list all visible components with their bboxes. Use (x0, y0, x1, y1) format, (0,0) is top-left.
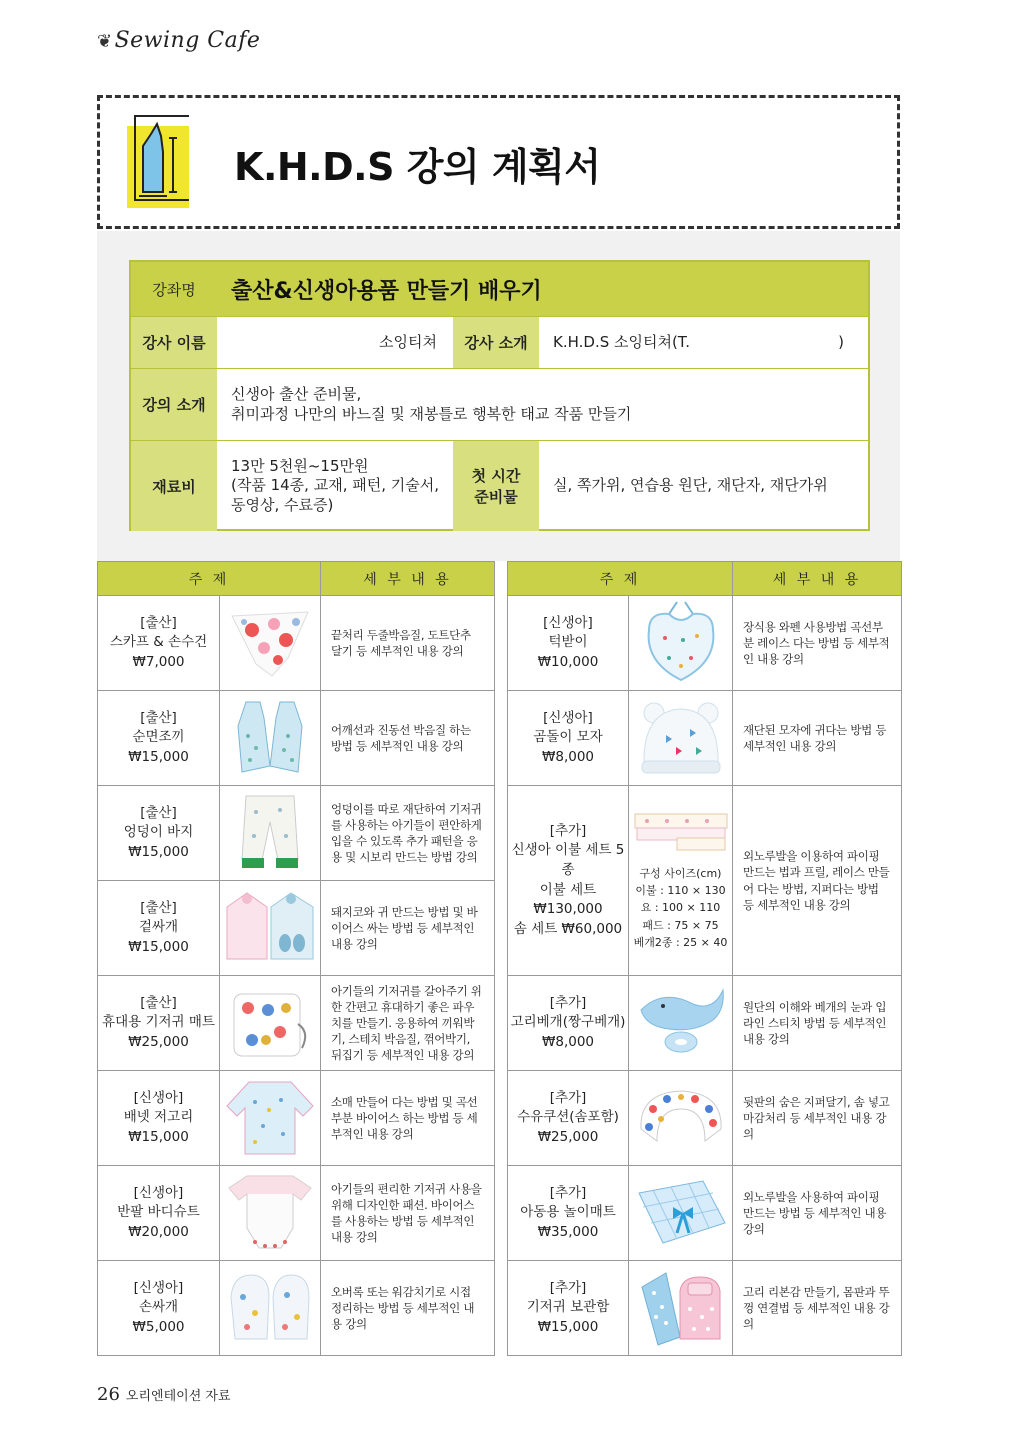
topic-cell (98, 1261, 220, 1356)
page-title: K.H.D.S 강의 계획서 (234, 145, 601, 189)
name: 수유쿠션(솜포함) (517, 1109, 619, 1126)
s1: 이불 : 110 × 130 (635, 884, 726, 898)
lecture-line1: 신생아 출산 준비물, (231, 385, 362, 403)
table-row (98, 1071, 495, 1166)
jacket-image (225, 1076, 315, 1158)
detail-cell: 고리 리본감 만들기, 몸판과 뚜껑 연결법 등 세부적인 내용 강의 (733, 1261, 902, 1356)
table-row (508, 596, 902, 691)
table-row (508, 1071, 902, 1166)
detail-cell: 아기들의 기저귀를 갈아주기 위한 간편고 휴대하기 좋은 파우치를 만들기. 응용하여 끼워박기, 스테치 박음질, 꺾어박기, 뒤집기 등 세부적인 내용 강의 (321, 976, 495, 1071)
topic-cell (98, 596, 220, 691)
topic-cell (98, 881, 220, 976)
cat: [출산] (140, 614, 177, 631)
table-row (98, 691, 495, 786)
instructor-intro-label: 강사 소개 (453, 317, 539, 368)
price: ₩8,000 (542, 748, 594, 765)
price: ₩25,000 (128, 1033, 189, 1050)
cat: [추가] (549, 822, 587, 839)
price: ₩7,000 (132, 653, 185, 670)
cat: [출산] (140, 804, 177, 821)
instructor-label: 강사 이름 (131, 317, 217, 368)
name: 턱받이 (548, 634, 588, 651)
curriculum-table-left (97, 561, 495, 1356)
topic-cell (98, 1071, 220, 1166)
product-photo (629, 596, 733, 691)
size-list (629, 865, 732, 950)
sprig-icon: ❦ (97, 31, 113, 52)
product-photo (629, 1166, 733, 1261)
fee-label: 재료비 (131, 441, 217, 531)
s4: 베개2종 : 25 × 40 (633, 935, 728, 949)
detail-cell: 외노루발을 이용하여 파이핑 만드는 법과 프릴, 레이스 만들어 다는 방법, 지퍼다는 방법 등 세부적인 내용 강의 (733, 786, 902, 976)
detail-cell: 아기들의 편리한 기저귀 사용을 위해 디자인한 패션. 바이어스를 사용하는 방법 등 세부적인 내용 강의 (321, 1166, 495, 1261)
table-row (508, 1261, 902, 1356)
dress-pattern-icon (127, 112, 189, 208)
detail-cell: 재단된 모자에 귀다는 방법 등 세부적인 내용 강의 (733, 691, 902, 786)
instructor-name: 소잉티쳐 (379, 332, 437, 351)
instructor-intro (539, 317, 868, 368)
lecture-intro (217, 369, 631, 440)
table-row (98, 1166, 495, 1261)
name: 엉덩이 바지 (123, 824, 194, 841)
play-mat-image (633, 1173, 729, 1251)
detail-cell: 외노루발을 사용하여 파이핑 만드는 방법 등 세부적인 내용 강의 (733, 1166, 902, 1261)
intro: K.H.D.S 소잉티쳐(T. (553, 332, 690, 351)
cat: [추가] (549, 1184, 587, 1201)
cat: [신생아] (133, 1089, 184, 1106)
brand-logo (97, 28, 260, 53)
s3: 패드 : 75 × 75 (642, 918, 719, 932)
bib-image (639, 600, 723, 684)
price: ₩10,000 (537, 653, 599, 670)
topic-cell (508, 596, 629, 691)
pants-image (228, 790, 312, 874)
price: ₩15,000 (128, 938, 189, 955)
table-row (508, 1166, 902, 1261)
first-class-items: 실, 쪽가위, 연습용 원단, 재단자, 재단가위 (553, 476, 828, 495)
first-label-1: 첫 시간 (471, 467, 521, 485)
price: ₩20,000 (128, 1223, 189, 1240)
topic-cell (508, 1261, 629, 1356)
price: ₩35,000 (537, 1223, 599, 1240)
bear-hat-image (636, 695, 726, 779)
name: 겉싸개 (138, 919, 179, 936)
name: 스카프 & 손수건 (109, 634, 208, 651)
name: 기저귀 보관함 (526, 1299, 610, 1316)
detail-cell: 원단의 이해와 베개의 눈과 입라인 스티치 방법 등 세부적인 내용 강의 (733, 976, 902, 1071)
topic-cell (98, 786, 220, 881)
lecture-intro-row (131, 368, 868, 440)
course-name: 출산&신생아용품 만들기 배우기 (231, 278, 542, 304)
cat: [신생아] (133, 1184, 184, 1201)
detail-cell: 엉덩이를 따로 재단하여 기저귀를 사용하는 아기들이 편안하게 입을 수 있도록 추가 패턴을 응용 및 시보리 만드는 방법 강의 (321, 786, 495, 881)
detail-cell: 끝처리 두줄박음질, 도트단추 달기 등 세부적인 내용 강의 (321, 596, 495, 691)
topic-cell (98, 691, 220, 786)
cat: [신생아] (543, 614, 593, 631)
cat: [추가] (549, 1279, 587, 1296)
table-row (98, 786, 495, 881)
name: 곰돌이 모자 (533, 729, 603, 746)
product-photo (220, 1071, 321, 1166)
product-photo (220, 596, 321, 691)
detail-cell: 장식용 와펜 사용방법 곡선부분 레이스 다는 방법 등 세부적인 내용 강의 (733, 596, 902, 691)
cat: [출산] (140, 709, 177, 726)
detail-cell: 돼지코와 귀 만드는 방법 및 바이어스 싸는 방법 등 세부적인 내용 강의 (321, 881, 495, 976)
topic-cell (508, 976, 629, 1071)
detail-cell: 오버록 또는 워감치기로 시접 정리하는 방법 등 세부적인 내용 강의 (321, 1261, 495, 1356)
product-photo (220, 976, 321, 1071)
nursing-cushion-image (633, 1079, 729, 1155)
name: 배넷 저고리 (123, 1109, 194, 1126)
first-class-label (453, 441, 539, 531)
cat: [출산] (140, 899, 177, 916)
detail-cell: 뒷판의 숨은 지퍼달기, 솜 넣고 마감처리 등 세부적인 내용 강의 (733, 1071, 902, 1166)
price: ₩25,000 (537, 1128, 599, 1145)
logo: Sewing Cafe (114, 28, 261, 53)
title: 구성 사이즈(cm) (639, 867, 722, 881)
price: ₩15,000 (128, 843, 189, 860)
table-row (98, 596, 495, 691)
diaper-storage-image (636, 1267, 726, 1347)
product-photo (220, 1261, 321, 1356)
product-photo (629, 786, 733, 976)
mittens-image (225, 1267, 315, 1347)
curriculum-table-right (507, 561, 902, 1356)
topic-header: 주 제 (508, 562, 733, 596)
page-number: 26 (97, 1384, 120, 1405)
table-row (98, 881, 495, 976)
price: 이불 세트 ₩130,000 (533, 881, 603, 918)
lecture-intro-label: 강의 소개 (131, 369, 217, 440)
course-name-label: 강좌명 (152, 280, 196, 299)
diaper-mat-image (228, 982, 312, 1062)
product-photo (220, 881, 321, 976)
swaddle-image (223, 887, 317, 967)
footer-text: 오리엔테이션 자료 (125, 1389, 231, 1404)
bodysuit-image (225, 1170, 315, 1254)
fee-row (131, 440, 868, 531)
bedding-set-image (633, 810, 729, 854)
table-row (508, 786, 902, 976)
intro-close: ) (838, 332, 844, 351)
name: 신생아 이불 세트 5종 (511, 842, 625, 878)
scarf-image (228, 602, 312, 682)
name: 고리베개(짱구베개) (510, 1014, 626, 1031)
instructor-row (131, 316, 868, 368)
detail-cell: 어깨선과 진동선 박음질 하는 방법 등 세부적인 내용 강의 (321, 691, 495, 786)
fee-value (217, 441, 453, 531)
fee-line2: (작품 14종, 교재, 패턴, 기술서, (231, 476, 439, 495)
course-name-row (131, 262, 868, 316)
ring-pillow-image (633, 984, 729, 1060)
product-photo (629, 976, 733, 1071)
product-photo (220, 1166, 321, 1261)
table-row (508, 691, 902, 786)
name: 순면조끼 (132, 729, 185, 746)
table-row (98, 976, 495, 1071)
product-photo (220, 691, 321, 786)
detail-cell: 소매 만들어 다는 방법 및 곡선부분 바이어스 하는 방법 등 세부적인 내용 강의 (321, 1071, 495, 1166)
table-row (98, 1261, 495, 1356)
cat: [추가] (549, 994, 587, 1011)
first-label-2: 준비물 (474, 488, 518, 506)
course-info-table (129, 260, 870, 531)
price: ₩15,000 (128, 748, 189, 765)
topic-header: 주 제 (98, 562, 321, 596)
product-photo (629, 1071, 733, 1166)
fee-line3: 동영상, 수료증) (231, 495, 334, 514)
cat: [신생아] (543, 709, 593, 726)
cat: [신생아] (133, 1279, 184, 1296)
cat: [추가] (549, 1089, 587, 1106)
lecture-line2: 취미과정 나만의 바느질 및 재봉틀로 행복한 태교 작품 만들기 (231, 404, 632, 423)
product-photo (220, 786, 321, 881)
name: 휴대용 기저귀 매트 (102, 1014, 215, 1031)
topic-cell (98, 976, 220, 1071)
title-banner (97, 95, 900, 229)
fee-line1: 13만 5천원~15만원 (231, 456, 369, 475)
cat: [출산] (140, 994, 177, 1011)
page-footer (97, 1384, 231, 1405)
price: ₩5,000 (132, 1318, 185, 1335)
product-photo (629, 691, 733, 786)
topic-cell (508, 691, 629, 786)
s2: 요 : 100 × 110 (640, 901, 721, 915)
topic-cell (508, 1071, 629, 1166)
topic-cell (508, 1166, 629, 1261)
price: ₩15,000 (537, 1318, 599, 1335)
name: 손싸개 (138, 1299, 179, 1316)
table-row (508, 976, 902, 1071)
price2: 솜 세트 ₩60,000 (513, 920, 623, 937)
topic-cell (508, 786, 629, 976)
detail-header: 세 부 내 용 (733, 562, 902, 596)
name: 아동용 놀이매트 (520, 1204, 616, 1221)
name: 반팔 바디슈트 (117, 1204, 200, 1221)
vest-image (228, 696, 312, 778)
topic-cell (98, 1166, 220, 1261)
price: ₩8,000 (542, 1033, 594, 1050)
detail-header: 세 부 내 용 (321, 562, 495, 596)
price: ₩15,000 (128, 1128, 189, 1145)
product-photo (629, 1261, 733, 1356)
